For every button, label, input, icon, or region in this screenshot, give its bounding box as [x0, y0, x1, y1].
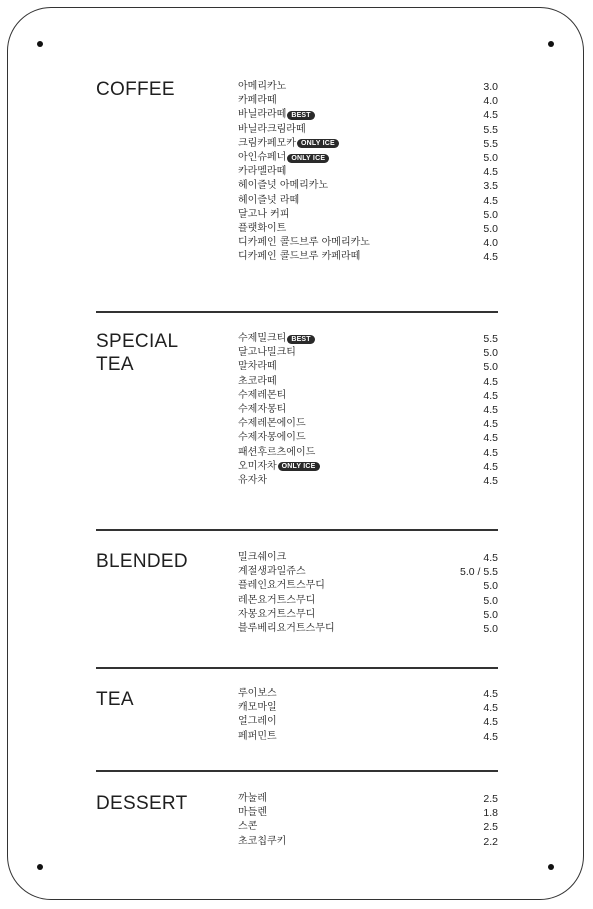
menu-item-price: 4.5	[483, 446, 498, 459]
menu-item-name-group	[238, 179, 328, 193]
menu-item-name: 헤이즐넛 아메리카노	[238, 180, 329, 192]
menu-item-price: 4.5	[483, 688, 498, 700]
menu-item-name-group	[238, 403, 286, 417]
menu-item-price: 2.5	[483, 793, 498, 805]
menu-item-name-group	[238, 792, 267, 806]
menu-item-price: 4.5	[483, 418, 498, 431]
menu-item	[238, 151, 498, 165]
menu-item-price: 5.0	[483, 608, 498, 621]
menu-item-price: 2.5	[483, 821, 498, 834]
menu-item-name: 유자차	[238, 474, 267, 486]
menu-item-list	[238, 687, 498, 744]
menu-item-name: 카라멜라떼	[238, 166, 287, 178]
menu-item	[238, 165, 498, 179]
section-divider	[96, 529, 498, 531]
menu-item	[238, 687, 498, 701]
menu-item-name-group	[238, 608, 315, 622]
menu-item	[238, 622, 498, 636]
section-divider	[96, 667, 498, 669]
menu-item	[238, 194, 498, 208]
menu-item-name-group	[238, 208, 289, 222]
menu-item-name: 오미자차	[238, 460, 277, 472]
menu-item-price: 5.0	[483, 151, 498, 164]
menu-item	[238, 403, 498, 417]
corner-dot-bottom-right	[548, 864, 554, 870]
menu-item-name: 스콘	[238, 821, 258, 833]
menu-item-price: 5.0	[483, 347, 498, 360]
menu-item-name-group	[238, 80, 286, 94]
menu-item-name-group	[238, 622, 335, 636]
menu-item-name: 크림카페모카	[238, 137, 296, 149]
menu-item	[238, 474, 498, 488]
menu-item-name: 말차라떼	[238, 361, 277, 373]
menu-item-name: 달고나 커피	[238, 208, 290, 220]
menu-item-price: 4.5	[483, 474, 498, 487]
menu-item-price: 5.5	[483, 123, 498, 136]
menu-item-price: 5.0	[483, 222, 498, 235]
menu-item	[238, 123, 498, 137]
menu-item-price: 4.5	[483, 389, 498, 402]
menu-item-name: 밀크쉐이크	[238, 552, 287, 563]
menu-item-name-group	[238, 565, 306, 579]
menu-item-list	[238, 332, 498, 488]
menu-item-badge: ONLY ICE	[278, 462, 320, 471]
menu-item-price: 5.0	[483, 580, 498, 593]
menu-item	[238, 701, 498, 715]
menu-item-name: 바닐라라떼	[238, 109, 287, 121]
menu-item-name-group	[238, 835, 286, 849]
menu-item-name: 수제레몬티	[238, 389, 287, 401]
menu-item-price: 4.5	[483, 702, 498, 715]
menu-item-name-group	[238, 460, 320, 474]
menu-item-name-group	[238, 222, 286, 236]
menu-item-price: 4.5	[483, 460, 498, 473]
menu-item-name: 자몽요거트스무디	[238, 608, 316, 620]
menu-item-price: 3.0	[483, 81, 498, 93]
menu-item-name: 플레인요거트스무디	[238, 580, 325, 592]
menu-item	[238, 460, 498, 474]
menu-item	[238, 417, 498, 431]
menu-item-name: 수제자몽티	[238, 403, 287, 415]
menu-item-price: 5.0 / 5.5	[460, 566, 498, 579]
menu-item-badge: BEST	[287, 111, 314, 120]
menu-item-name: 얼그레이	[238, 716, 277, 728]
menu-item-name: 바닐라크림라떼	[238, 123, 306, 135]
category-title: COFFEE	[96, 79, 175, 100]
menu-item-name-group	[238, 250, 360, 264]
menu-item-name-group	[238, 730, 277, 744]
menu-item	[238, 179, 498, 193]
menu-item-name-group	[238, 332, 315, 346]
menu-item-price: 4.0	[483, 95, 498, 108]
corner-dot-top-left	[37, 41, 43, 47]
menu-item	[238, 730, 498, 744]
menu-item-name: 블루베리요거트스무디	[238, 622, 335, 634]
menu-item-name-group	[238, 687, 277, 701]
menu-item-name-group	[238, 375, 277, 389]
menu-item	[238, 346, 498, 360]
section-divider	[96, 311, 498, 313]
section-divider	[96, 770, 498, 772]
menu-item-price: 5.0	[483, 208, 498, 221]
menu-item-name-group	[238, 417, 306, 431]
menu-item-name-group	[238, 346, 296, 360]
menu-item-price: 4.5	[483, 251, 498, 264]
menu-item	[238, 80, 498, 94]
menu-item-name-group	[238, 137, 339, 151]
menu-item	[238, 835, 498, 849]
menu-item-name-group	[238, 806, 267, 820]
category-title: DESSERT	[96, 793, 188, 814]
menu-item-price: 5.0	[483, 361, 498, 374]
menu-item-name-group	[238, 236, 370, 250]
menu-item-name: 캐모마일	[238, 702, 277, 714]
menu-item	[238, 565, 498, 579]
menu-item-name: 마들렌	[238, 807, 267, 819]
menu-item	[238, 608, 498, 622]
category-title: BLENDED	[96, 551, 188, 572]
menu-item-name-group	[238, 194, 299, 208]
menu-item-price: 3.5	[483, 180, 498, 193]
menu-item-price: 4.5	[483, 375, 498, 388]
corner-dot-bottom-left	[37, 864, 43, 870]
menu-item-price: 5.5	[483, 137, 498, 150]
menu-item-price: 5.0	[483, 594, 498, 607]
menu-item-badge: ONLY ICE	[297, 139, 339, 148]
menu-item-name: 디카페인 콜드브루 카페라떼	[238, 251, 361, 263]
menu-item-name-group	[238, 123, 306, 137]
menu-item-list	[238, 551, 498, 636]
menu-item-name: 플랫화이트	[238, 222, 287, 234]
menu-item-price: 4.5	[483, 552, 498, 564]
menu-item-list	[238, 792, 498, 849]
menu-item	[238, 250, 498, 264]
menu-item-name: 디카페인 콜드브루 아메리카노	[238, 237, 370, 249]
category-title: TEA	[96, 689, 134, 710]
menu-item-name: 페퍼민트	[238, 730, 277, 742]
menu-item-name: 루이보스	[238, 688, 277, 699]
menu-item	[238, 332, 498, 346]
menu-item-price: 4.5	[483, 716, 498, 729]
menu-item-name-group	[238, 446, 315, 460]
menu-item	[238, 806, 498, 820]
menu-item	[238, 820, 498, 834]
menu-item-name: 패션후르츠에이드	[238, 446, 316, 458]
menu-item-price: 4.5	[483, 403, 498, 416]
menu-item-name-group	[238, 94, 277, 108]
menu-item	[238, 446, 498, 460]
menu-item-price: 4.5	[483, 730, 498, 743]
menu-item	[238, 360, 498, 374]
menu-item-name-group	[238, 579, 325, 593]
menu-item	[238, 94, 498, 108]
menu-item	[238, 431, 498, 445]
menu-item	[238, 389, 498, 403]
menu-item	[238, 594, 498, 608]
menu-item-name-group	[238, 151, 329, 165]
menu-item-price: 1.8	[483, 807, 498, 820]
menu-item	[238, 108, 498, 122]
menu-item-name: 아인슈페너	[238, 151, 287, 163]
menu-item-name: 수제밀크티	[238, 333, 287, 344]
menu-item-price: 4.5	[483, 166, 498, 179]
menu-item-price: 5.0	[483, 622, 498, 635]
menu-item-name: 수제레몬에이드	[238, 418, 306, 430]
menu-item-name: 달고나밀크티	[238, 347, 296, 359]
menu-item-name-group	[238, 715, 277, 729]
menu-item-name: 계절생과일쥬스	[238, 566, 306, 578]
menu-item	[238, 551, 498, 565]
menu-item-price: 4.5	[483, 109, 498, 122]
menu-item-name: 초코라떼	[238, 375, 277, 387]
menu-item-price: 4.5	[483, 432, 498, 445]
menu-item-name: 초코칩쿠키	[238, 835, 287, 847]
category-title: SPECIAL TEA	[96, 331, 179, 375]
menu-item	[238, 579, 498, 593]
menu-item	[238, 137, 498, 151]
menu-item-price: 4.5	[483, 194, 498, 207]
menu-item	[238, 715, 498, 729]
menu-item	[238, 222, 498, 236]
menu-item-price: 4.0	[483, 237, 498, 250]
menu-item-name: 헤이즐넛 라떼	[238, 194, 300, 206]
menu-item-price: 2.2	[483, 835, 498, 848]
menu-item-badge: ONLY ICE	[287, 154, 329, 163]
menu-item-name: 레몬요거트스무디	[238, 594, 316, 606]
menu-item	[238, 792, 498, 806]
menu-item	[238, 236, 498, 250]
menu-item-name-group	[238, 389, 286, 403]
menu-item-name-group	[238, 474, 267, 488]
menu-item-name: 까눌레	[238, 793, 267, 804]
menu-item-name-group	[238, 820, 257, 834]
menu-item-name-group	[238, 431, 306, 445]
menu-item-name: 카페라떼	[238, 95, 277, 107]
menu-item-name-group	[238, 360, 277, 374]
menu-item	[238, 375, 498, 389]
menu-item-name-group	[238, 165, 286, 179]
corner-dot-top-right	[548, 41, 554, 47]
menu-item-list	[238, 80, 498, 264]
menu-item-name-group	[238, 551, 286, 565]
menu-item-badge: BEST	[287, 335, 314, 344]
menu-item-price: 5.5	[483, 333, 498, 345]
menu-item-name: 수제자몽에이드	[238, 432, 306, 444]
menu-item	[238, 208, 498, 222]
menu-item-name: 아메리카노	[238, 81, 287, 92]
menu-item-name-group	[238, 701, 277, 715]
menu-item-name-group	[238, 594, 315, 608]
menu-item-name-group	[238, 108, 315, 122]
